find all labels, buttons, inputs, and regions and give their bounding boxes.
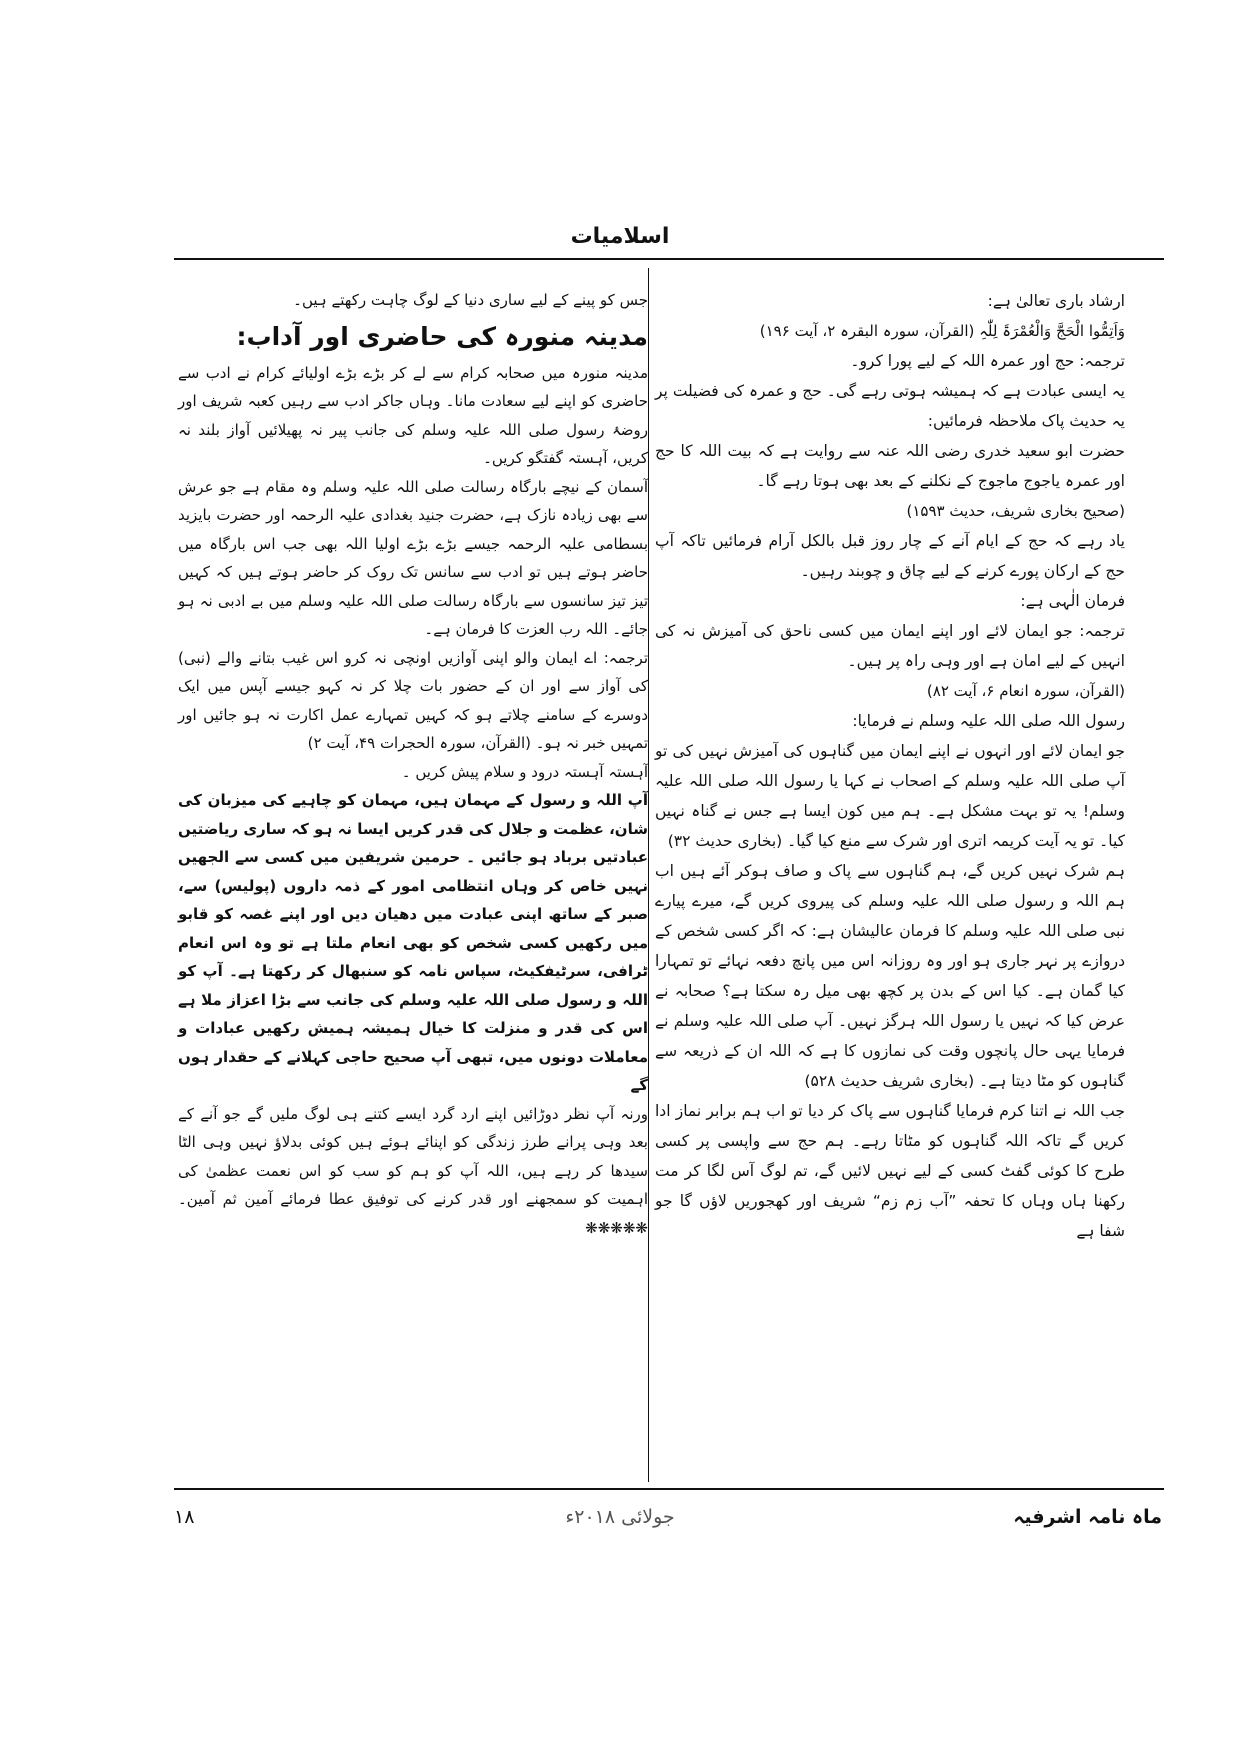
paragraph: جس کو پینے کے لیے ساری دنیا کے لوگ چاہت رکھتے ہیں۔ <box>293 291 648 309</box>
paragraph: ارشاد باری تعالیٰ ہے: <box>987 292 1125 310</box>
left-column <box>178 286 648 1286</box>
paragraph: ترجمہ: اے ایمان والو اپنی آوازیں اونچی نہ کرو اس غیب بتانے والے (نبی) کی آواز سے اور ان کے حضور بات چلا کر نہ کہو جیسے آپس میں ایک دوسرے کے سامنے چلاتے ہو کہ کہیں تمہارے عمل اکارت نہ ہو جائیں اور تمہیں خبر نہ ہو۔ (القرآن، سورہ الحجرات ۴۹، آیت ۲) <box>178 648 648 752</box>
paragraph: ہم شرک نہیں کریں گے، ہم گناہوں سے پاک و صاف ہوکر آئے ہیں اب ہم اللہ و رسول صلی اللہ علیہ وسلم کی پیروی کریں گے، میرے پیارے نبی صلی اللہ علیہ وسلم کا فرمان عالیشان ہے: کہ اگر کسی شخص کے دروازے پر نہر جاری ہو اور وہ روزانہ اس میں پانچ دفعہ نہائے تو تمہارا کیا گمان ہے۔ کیا اس کے بدن پر کچھ بھی میل رہ سکتا ہے؟ صحابہ نے عرض کیا کہ نہیں یا رسول اللہ ہرگز نہیں۔ آپ صلی اللہ علیہ وسلم نے فرمایا یہی حال پانچوں وقت کی نمازوں کا ہے کہ اللہ ان کے ذریعہ سے گناہوں کو مٹا دیتا ہے۔ (بخاری شریف حدیث ۵۲۸) <box>655 862 1125 1090</box>
paragraph: ترجمہ: جو ایمان لائے اور اپنے ایمان میں کسی ناحق کی آمیزش نہ کی انہیں کے لیے امان ہے اور وہی راہ پر ہیں۔ <box>655 622 1125 670</box>
paragraph: یہ ایسی عبادت ہے کہ ہمیشہ ہوتی رہے گی۔ حج و عمرہ کی فضیلت پر یہ حدیث پاک ملاحظہ فرمائیں: <box>655 382 1125 430</box>
reference: (صحیح بخاری شریف، حدیث ۱۵۹۳) <box>906 502 1125 520</box>
quran-verse: وَاَتِمُّوا الْحَجَّ وَالْعُمْرَۃَ لِلّٰہِ (القرآن، سورہ البقرہ ۲، آیت ۱۹۶) <box>759 322 1125 340</box>
page-number: ۱۸ <box>174 1506 195 1528</box>
section-heading: مدینہ منورہ کی حاضری اور آداب: <box>236 321 648 351</box>
right-column <box>655 286 1125 1286</box>
bold-paragraph: آپ اللہ و رسول کے مہمان ہیں، مہمان کو چاہیے کی میزبان کی شان، عظمت و جلال کی قدر کریں ایسا نہ ہو کہ ساری ریاضتیں عبادتیں برباد ہو جائیں ۔ حرمین شریفین میں کسی سے الجھیں نہیں خاص کر وہاں انتظامی امور کے ذمہ داروں (پولیس) سے، صبر کے ساتھ اپنی عبادت میں دھیان دیں اور اپنے غصہ کو قابو میں رکھیں کسی شخص کو بھی انعام ملتا ہے تو وہ اس انعام ٹرافی، سرٹیفکیٹ، سپاس نامہ کو سنبھال کر رکھتا ہے۔ آپ کو اللہ و رسول صلی اللہ علیہ وسلم کی جانب سے بڑا اعزاز ملا ہے اس کی قدر و منزلت کا خیال ہمیشہ ہمیش رکھیں عبادات و معاملات دونوں میں، تبھی آپ صحیح حاجی کہلانے کے حقدار ہوں گے <box>178 791 648 1094</box>
issue-date: جولائی ۲۰۱۸ء <box>565 1506 675 1528</box>
paragraph: آسمان کے نیچے بارگاہ رسالت صلی اللہ علیہ وسلم وہ مقام ہے جو عرش سے بھی زیادہ نازک ہے، حضرت جنید بغدادی علیہ الرحمہ اور حضرت بایزید بسطامی علیہ الرحمہ جیسے بڑے بڑے اولیا اللہ بھی جب اس بارگاہ میں حاضر ہوتے ہیں تو ادب سے سانس تک روک کر حاضر ہوتے ہیں کہ کہیں تیز تیز سانسوں سے بارگاہ رسالت صلی اللہ علیہ وسلم میں بے ادبی نہ ہو جائے۔ اللہ رب العزت کا فرمان ہے۔ <box>178 477 648 638</box>
paragraph: یاد رہے کہ حج کے ایام آنے کے چار روز قبل بالکل آرام فرمائیں تاکہ آپ حج کے ارکان پورے کرنے کے لیے چاق و چوبند رہیں۔ <box>655 532 1125 580</box>
paragraph: جو ایمان لائے اور انہوں نے اپنے ایمان میں گناہوں کی آمیزش نہیں کی تو آپ صلی اللہ علیہ وسلم کے اصحاب نے کہا یا رسول اللہ صلی اللہ علیہ وسلم! یہ تو بہت مشکل ہے۔ ہم میں کون ایسا ہے جس نے گناہ نہیں کیا۔ تو یہ آیت کریمہ اتری اور شرک سے منع کیا گیا۔ (بخاری حدیث ۳۲) <box>655 742 1125 850</box>
paragraph: آہستہ آہستہ درود و سلام پیش کریں ۔ <box>401 762 648 781</box>
paragraph: ورنہ آپ نظر دوڑائیں اپنے ارد گرد ایسے کتنے ہی لوگ ملیں گے جو آنے کے بعد وہی پرانے طرز زندگی کو اپنائے ہوئے ہیں کوئی بدلاؤ نہیں وہی الٹا سیدھا کر رہے ہیں، اللہ آپ کو ہم کو سب کو اس نعمت عظمیٰ کی اہمیت کو سمجھنے اور قدر کرنے کی توفیق عطا فرمائے آمین ثم آمین۔ ❋❋❋❋❋ <box>178 1104 648 1237</box>
footer-rule <box>174 1488 1164 1490</box>
header-rule <box>174 258 1164 260</box>
column-divider <box>648 268 649 1482</box>
magazine-name: ماہ نامہ اشرفیہ <box>1013 1506 1162 1528</box>
paragraph: جب اللہ نے اتنا کرم فرمایا گناہوں سے پاک کر دیا تو اب ہم برابر نماز ادا کریں گے تاکہ اللہ گناہوں کو مٹاتا رہے۔ ہم حج سے واپسی پر کسی طرح کا کوئی گفٹ کسی کے لیے نہیں لائیں گے، تم لوگ آس لگا کر مت رکھنا ہاں وہاں کا تحفہ ”آب زم زم“ شریف اور کھجوریں لاؤں گا جو شفا ہے <box>655 1102 1125 1240</box>
paragraph: رسول اللہ صلی اللہ علیہ وسلم نے فرمایا: <box>852 712 1125 730</box>
paragraph: حضرت ابو سعید خدری رضی اللہ عنہ سے روایت ہے کہ بیت اللہ کا حج اور عمرہ یاجوج ماجوج کے نکلنے کے بعد بھی ہوتا رہے گا۔ <box>655 442 1125 490</box>
paragraph: فرمان الٰہی ہے: <box>1020 592 1125 610</box>
paragraph: مدینہ منورہ میں صحابہ کرام سے لے کر بڑے بڑے اولیائے کرام نے ادب سے حاضری کو اپنے لیے سعادت مانا۔ وہاں جاکر ادب سے رہیں کعبہ شریف اور روضۂ رسول صلی اللہ علیہ وسلم کی جانب پیر نہ پھیلائیں آواز بلند نہ کریں، آہستہ گفتگو کریں۔ <box>178 363 648 467</box>
paragraph: ترجمہ: حج اور عمرہ اللہ کے لیے پورا کرو۔ <box>850 352 1125 370</box>
reference: (القرآن، سورہ انعام ۶، آیت ۸۲) <box>926 682 1125 700</box>
section-title: اسلامیات <box>570 224 670 249</box>
